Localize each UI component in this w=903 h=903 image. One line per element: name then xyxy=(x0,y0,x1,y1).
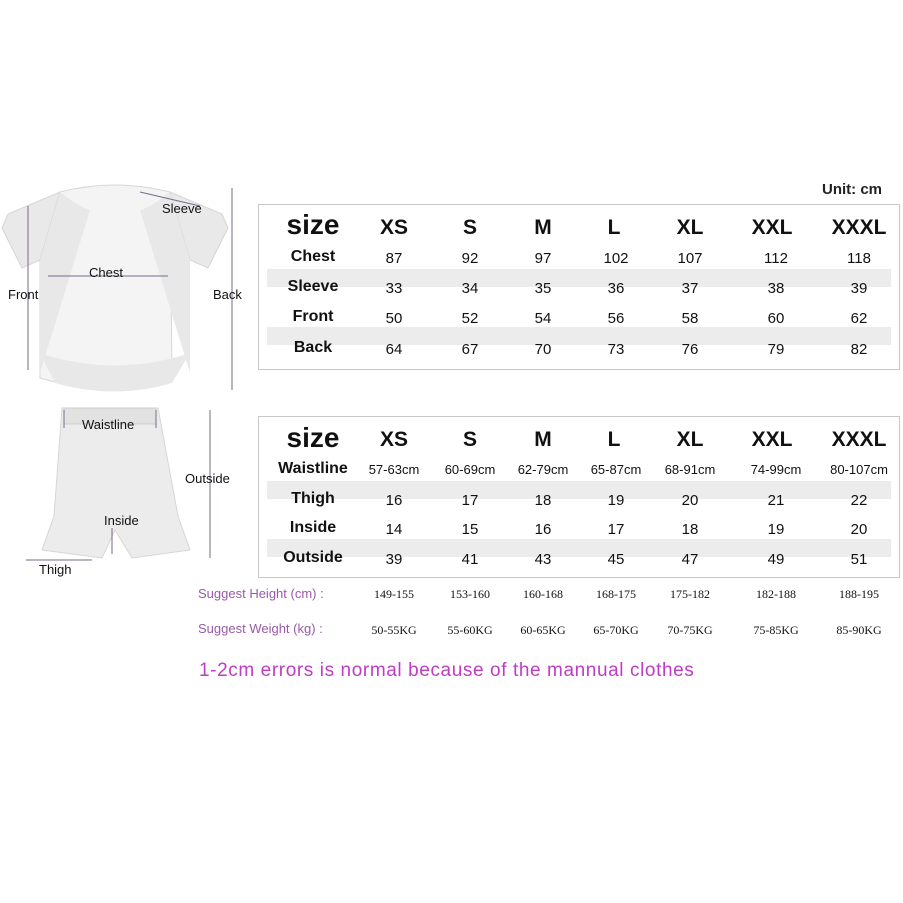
shorts-cell: 49 xyxy=(767,551,785,568)
shorts-cell: 19 xyxy=(767,521,785,538)
shorts-cell: 74-99cm xyxy=(750,462,802,477)
back-label: Back xyxy=(213,287,242,302)
shorts-header-m: M xyxy=(534,428,552,451)
jersey-cell: 34 xyxy=(461,280,479,297)
jersey-cell: 38 xyxy=(767,280,785,297)
suggest-height-cell: 188-195 xyxy=(839,587,879,601)
shorts-cell: 47 xyxy=(681,551,699,568)
suggest-height-cell: 168-175 xyxy=(596,587,636,601)
unit-label: Unit: cm xyxy=(822,181,882,198)
shorts-header-l: L xyxy=(607,428,621,451)
suggest-weight-label: Suggest Weight (kg) : xyxy=(198,621,323,636)
shorts-header-xl: XL xyxy=(676,428,704,451)
jersey-cell: 35 xyxy=(534,280,552,297)
jersey-header-xs: XS xyxy=(379,216,408,239)
shorts-cell: 19 xyxy=(607,492,625,509)
suggest-weight-cell: 55-60KG xyxy=(447,623,493,637)
jersey-cell: 52 xyxy=(461,310,479,327)
jersey-cell: 67 xyxy=(461,341,479,358)
jersey-cell: 60 xyxy=(767,310,785,327)
jersey-cell: 62 xyxy=(850,310,868,327)
sleeve-label: Sleeve xyxy=(162,201,202,216)
jersey-cell: 50 xyxy=(385,310,403,327)
shorts-row-label: Outside xyxy=(283,549,343,566)
jersey-cell: 73 xyxy=(607,341,625,358)
jersey-cell: 64 xyxy=(385,341,403,358)
front-label: Front xyxy=(8,287,39,302)
jersey-cell: 107 xyxy=(677,250,703,267)
shorts-cell: 17 xyxy=(607,521,625,538)
outside-label: Outside xyxy=(185,471,230,486)
jersey-cell: 82 xyxy=(850,341,868,358)
shorts-cell: 57-63cm xyxy=(368,462,420,477)
suggest-height-cell: 175-182 xyxy=(670,587,710,601)
jersey-cell: 58 xyxy=(681,310,699,327)
suggest-height-cell: 153-160 xyxy=(450,587,490,601)
suggest-height-cell: 149-155 xyxy=(374,587,414,601)
jersey-header-xxxl: XXXL xyxy=(831,216,887,239)
suggest-height-label: Suggest Height (cm) : xyxy=(198,586,324,601)
thigh-label: Thigh xyxy=(39,562,72,577)
waistline-label: Waistline xyxy=(82,417,135,432)
shorts-cell: 16 xyxy=(534,521,552,538)
jersey-cell: 39 xyxy=(850,280,868,297)
suggest-weight-cell: 70-75KG xyxy=(667,623,713,637)
shorts-row-label: Thigh xyxy=(291,490,335,507)
shorts-header-xs: XS xyxy=(379,428,408,451)
suggest-height-cell: 160-168 xyxy=(523,587,563,601)
jersey-header-m: M xyxy=(534,216,552,239)
shorts-cell: 22 xyxy=(850,492,868,509)
shorts-header-size: size xyxy=(286,422,340,453)
shorts-header-xxxl: XXXL xyxy=(831,428,887,451)
jersey-header-l: L xyxy=(607,216,621,239)
shorts-cell: 21 xyxy=(767,492,785,509)
jersey-cell: 54 xyxy=(534,310,552,327)
shorts-cell: 68-91cm xyxy=(664,462,716,477)
jersey-header-size: size xyxy=(286,209,340,240)
shorts-header-s: S xyxy=(462,428,477,451)
shorts-cell: 45 xyxy=(607,551,625,568)
jersey-cell: 112 xyxy=(764,250,788,267)
shorts-cell: 20 xyxy=(681,492,699,509)
jersey-cell: 92 xyxy=(461,250,479,267)
shorts-cell: 14 xyxy=(385,521,403,538)
shorts-header-xxl: XXL xyxy=(751,428,793,451)
jersey-header-s: S xyxy=(462,216,477,239)
shorts-cell: 41 xyxy=(461,551,479,568)
jersey-cell: 70 xyxy=(534,341,552,358)
jersey-row-label: Back xyxy=(293,339,333,356)
inside-label: Inside xyxy=(104,513,139,528)
jersey-cell: 118 xyxy=(847,250,871,267)
shorts-cell: 65-87cm xyxy=(590,462,642,477)
jersey-cell: 36 xyxy=(607,280,625,297)
shorts-cell: 18 xyxy=(681,521,699,538)
suggest-weight-cell: 75-85KG xyxy=(753,623,799,637)
shorts-cell: 20 xyxy=(850,521,868,538)
shorts-cell: 60-69cm xyxy=(444,462,496,477)
shorts-row-label: Waistline xyxy=(278,460,348,477)
jersey-row-label: Sleeve xyxy=(287,278,339,295)
suggest-weight-cell: 85-90KG xyxy=(836,623,882,637)
jersey-cell: 87 xyxy=(385,250,403,267)
shorts-cell: 16 xyxy=(385,492,403,509)
jersey-cell: 37 xyxy=(681,280,699,297)
measurement-note: 1-2cm errors is normal because of the mannual clothes xyxy=(199,660,695,681)
shorts-cell: 18 xyxy=(534,492,552,509)
jersey-cell: 102 xyxy=(603,250,629,267)
jersey-header-xxl: XXL xyxy=(751,216,793,239)
jersey-row-label: Chest xyxy=(290,248,336,265)
jersey-cell: 56 xyxy=(607,310,625,327)
suggest-weight-cell: 60-65KG xyxy=(520,623,566,637)
shorts-cell: 62-79cm xyxy=(517,462,569,477)
suggest-weight-cell: 50-55KG xyxy=(371,623,417,637)
shorts-cell: 43 xyxy=(534,551,552,568)
shorts-cell: 80-107cm xyxy=(830,462,888,477)
jersey-header-xl: XL xyxy=(676,216,704,239)
chest-label: Chest xyxy=(89,265,123,280)
shorts-cell: 51 xyxy=(850,551,868,568)
suggest-height-cell: 182-188 xyxy=(756,587,796,601)
shorts-cell: 17 xyxy=(461,492,479,509)
shorts-cell: 15 xyxy=(461,521,479,538)
jersey-cell: 97 xyxy=(534,250,552,267)
jersey-cell: 79 xyxy=(767,341,785,358)
suggest-weight-cell: 65-70KG xyxy=(593,623,639,637)
shorts-cell: 39 xyxy=(385,551,403,568)
jersey-row-label: Front xyxy=(292,308,334,325)
jersey-cell: 33 xyxy=(385,280,403,297)
shorts-row-label: Inside xyxy=(289,519,337,536)
jersey-cell: 76 xyxy=(681,341,699,358)
